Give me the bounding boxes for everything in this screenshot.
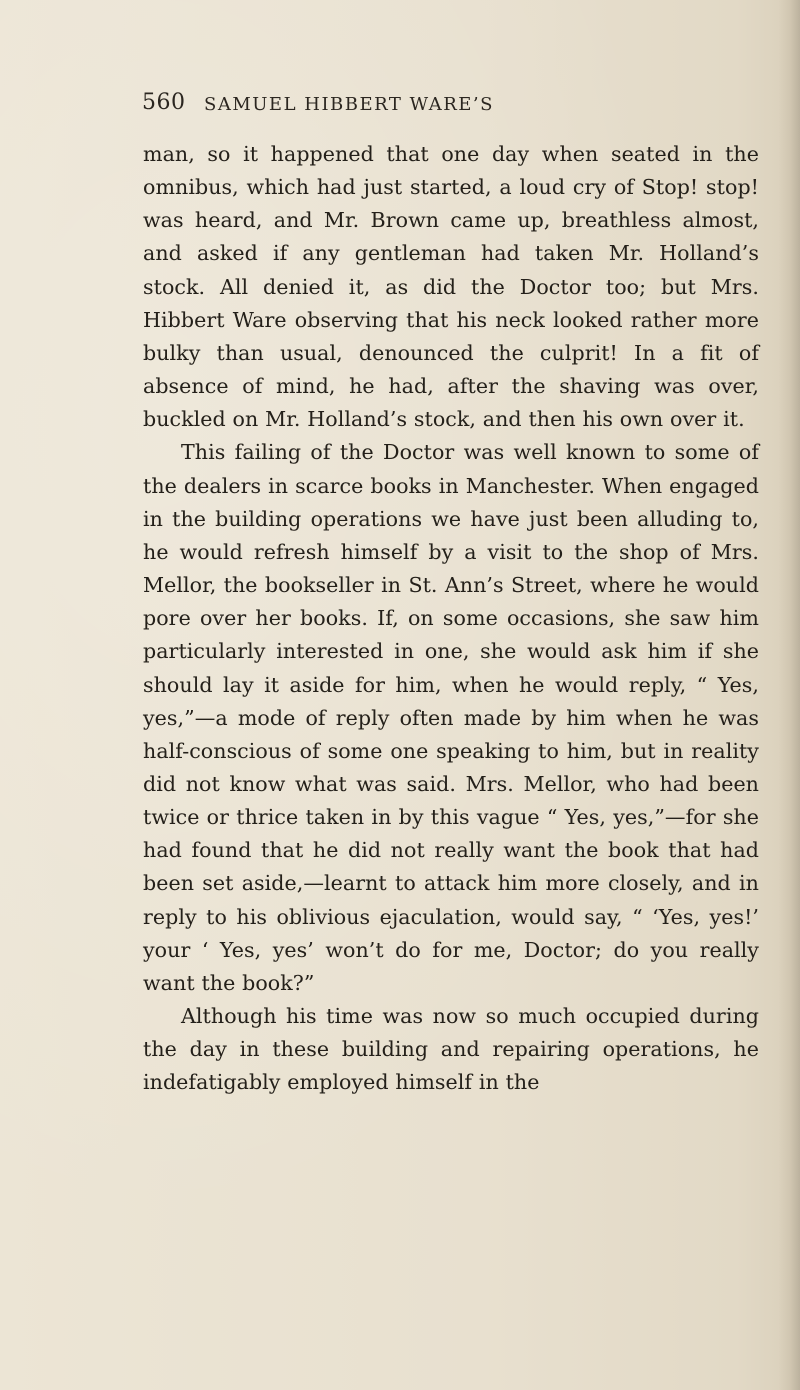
page-number: 560 xyxy=(142,90,186,115)
paragraph-2: This failing of the Doctor was well known to some of the dealers in scarce books in Manchester. When engaged in the building operations we have just been alluding to, he would refresh himself by a visit to the shop of Mrs. Mellor, the bookseller in St. Ann’s Street, where he would pore over her books. If, on some occasions, she saw him particularly interested in one, she would ask him if she should lay it aside for him, when he would reply, “ Yes, yes,”—a mode of reply often made by him when he was half-conscious of some one speaking to him, but in reality did not know what was said. Mrs. Mellor, who had been twice or thrice taken in by this vague “ Yes, yes,”—for she had found that he did not really want the book that had been set aside,—learnt to attack him more closely, and in reply to his oblivious ejaculation, would say, “ ‘Yes, yes!’ your ‘ Yes, yes’ won’t do for me, Doctor; do you really want the book?” xyxy=(143,440,759,995)
running-head: SAMUEL HIBBERT WARE’S xyxy=(204,94,494,115)
paragraph-3: Although his time was now so much occupied during the day in these building and repairing operations, he indefatigably employed himself in the xyxy=(143,1004,759,1095)
body-text xyxy=(143,138,759,1100)
page-header xyxy=(142,90,742,126)
paragraph-1: man, so it happened that one day when seated in the omnibus, which had just started, a loud cry of Stop! stop! was heard, and Mr. Brown came up, breathless almost, and asked if any gentleman had taken Mr. Holland’s stock. All denied it, as did the Doctor too; but Mrs. Hibbert Ware observing that his neck looked rather more bulky than usual, denounced the culprit! In a fit of absence of mind, he had, after the shaving was over, buckled on Mr. Holland’s stock, and then his own over it. xyxy=(143,142,759,432)
page-edge-shadow xyxy=(778,0,800,1390)
